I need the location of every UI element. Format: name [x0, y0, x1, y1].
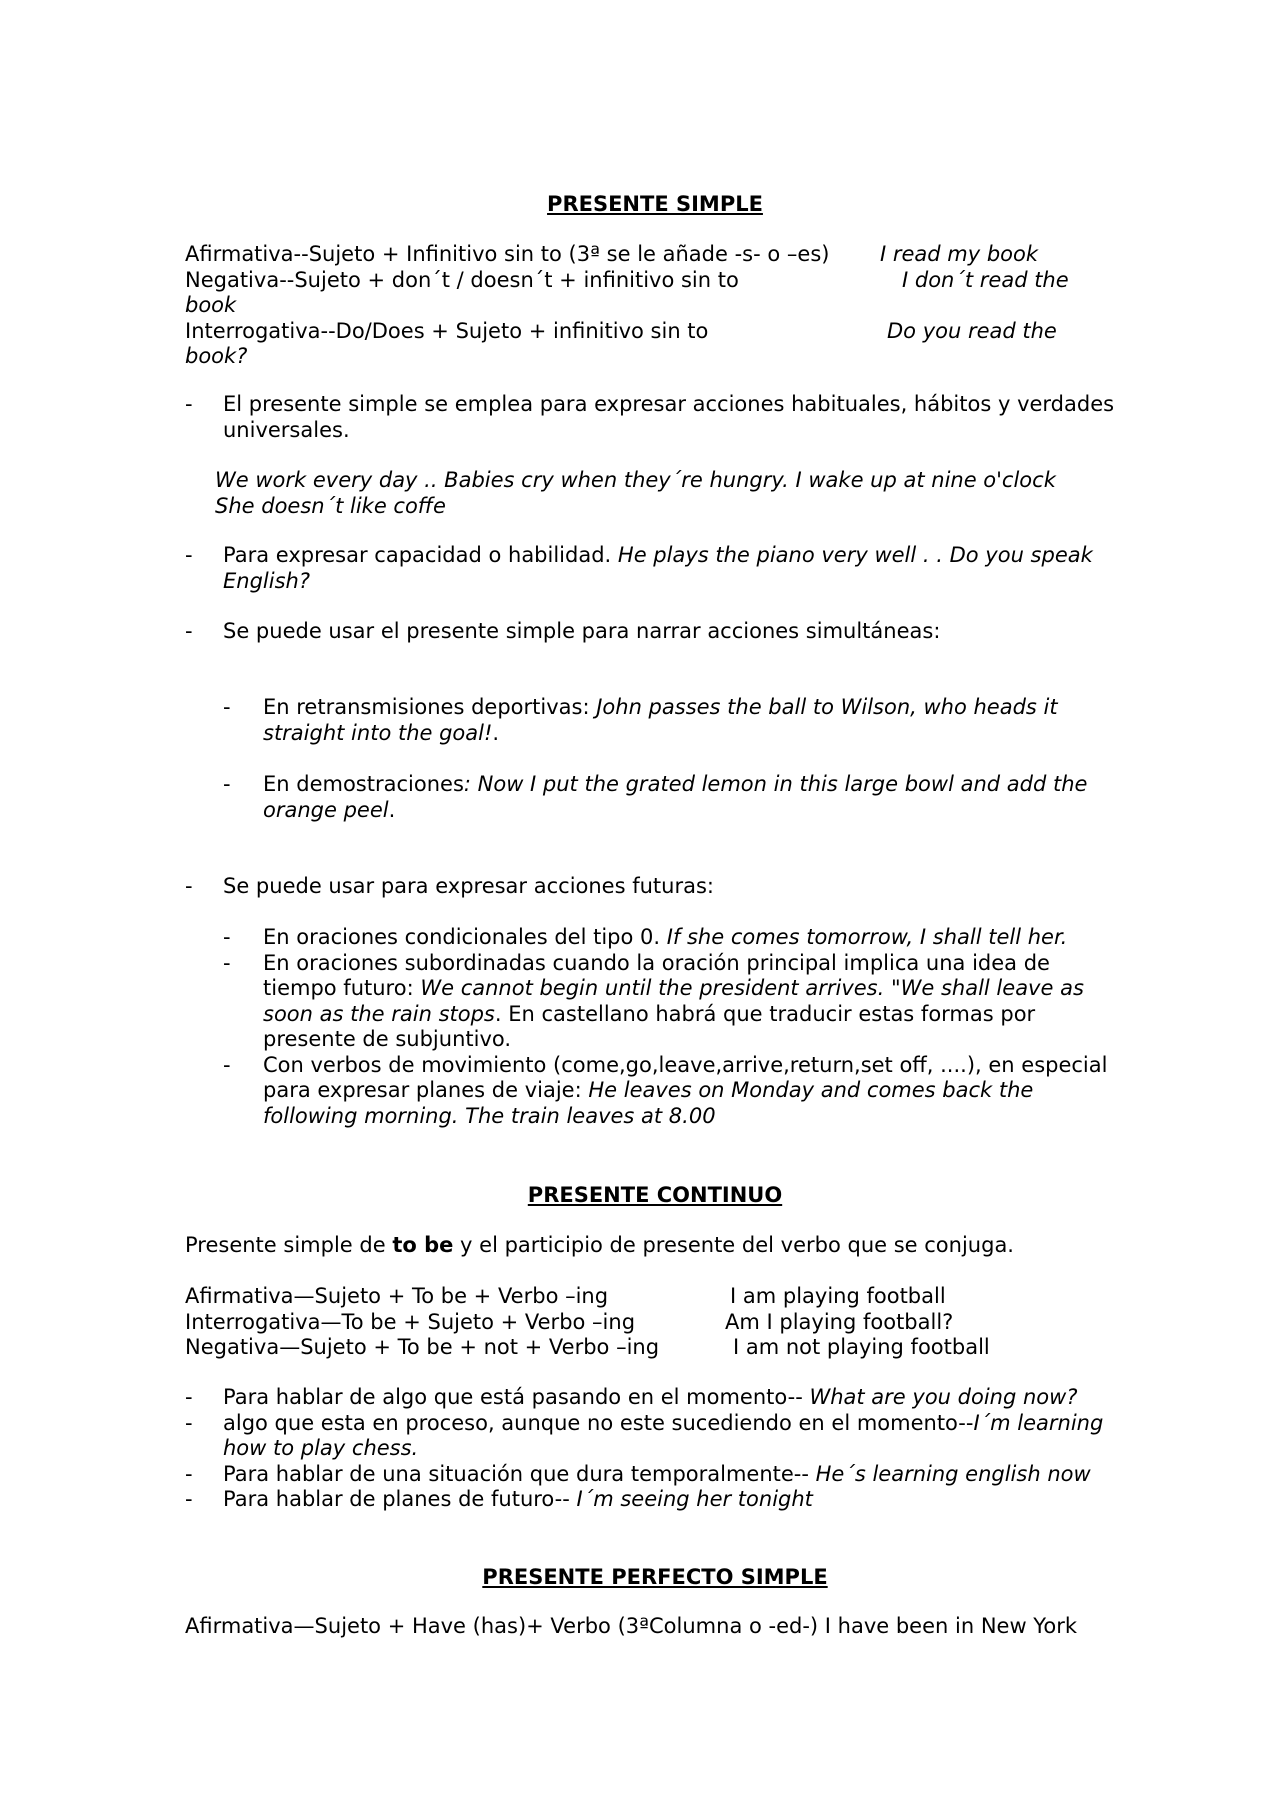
sub-movimiento: - Con verbos de movimiento (come,go,leave,arrive,return,set off, ....), en especial para expresar planes de viaje: He leaves on Monday and comes back the following morning. The train leaves at 8.00: [223, 1052, 1108, 1128]
bullet-momento: - Para hablar de algo que está pasando en el momento-- What are you doing now?: [185, 1385, 1078, 1409]
bullet-planes: - Para hablar de planes de futuro-- I´m seeing her tonight: [185, 1487, 813, 1511]
form-row-negativa: Negativa--Sujeto + don´t / doesn´t + infinitivo sin to I don´t read the: [185, 267, 1069, 292]
heading-presente-simple: PRESENTE SIMPLE: [547, 192, 763, 216]
continuo-intro: Presente simple de to be y el participio de presente del verbo que se conjuga.: [185, 1233, 1014, 1257]
sub-condicionales: - En oraciones condicionales del tipo 0. If she comes tomorrow, I shall tell her.: [223, 925, 1068, 949]
simple-forms: [185, 242, 1125, 370]
perfecto-afirmativa: Afirmativa—Sujeto + Have (has)+ Verbo (3ªColumna o -ed-) I have been in New York: [185, 1614, 1077, 1638]
form-row-afirmativa: Afirmativa--Sujeto + Infinitivo sin to (3ª se le añade -s- o –es) I read my book: [185, 242, 1039, 266]
bullet-habituales: - El presente simple se emplea para expresar acciones habituales, hábitos y verdades universales.: [185, 392, 1115, 442]
form-row-negativa-wrap: book: [185, 293, 237, 317]
bullet-futuras: - Se puede usar para expresar acciones futuras:: [185, 874, 714, 898]
continuo-forms: [185, 1284, 1125, 1361]
heading-presente-perfecto: PRESENTE PERFECTO SIMPLE: [482, 1565, 828, 1589]
heading-presente-continuo: PRESENTE CONTINUO: [527, 1183, 783, 1207]
examples-habituales: We work every day .. Babies cry when they´re hungry. I wake up at nine o'clock She doesn´t like coffe: [215, 468, 1056, 518]
sub-subordinadas: - En oraciones subordinadas cuando la oración principal implica una idea de tiempo futuro: We cannot begin until the president arrives. "We shall leave as soon as the rain stops. En castellano habrá que traducir estas formas por presente de subjuntivo.: [223, 950, 1084, 1051]
form-row-interrogativa-wrap: book?: [185, 344, 248, 368]
continuo-row-afirmativa: Afirmativa—Sujeto + To be + Verbo –ing I am playing football: [185, 1284, 946, 1308]
bullet-simultaneas: - Se puede usar el presente simple para narrar acciones simultáneas:: [185, 619, 941, 643]
bullet-capacidad: - Para expresar capacidad o habilidad. He plays the piano very well . . Do you speak English?: [185, 543, 1093, 593]
bullet-temporal: - Para hablar de una situación que dura temporalmente-- He´s learning english now: [185, 1461, 1091, 1486]
sub-retransmisiones: - En retransmisiones deportivas: John passes the ball to Wilson, who heads it straight into the goal!.: [223, 695, 1058, 745]
bullet-proceso: - algo que esta en proceso, aunque no este sucediendo en el momento--I´m learning how to play chess.: [185, 1410, 1104, 1460]
form-row-interrogativa: Interrogativa--Do/Does + Sujeto + infinitivo sin to Do you read the: [185, 318, 1057, 343]
sub-demostraciones: - En demostraciones: Now I put the grated lemon in this large bowl and add the orange peel.: [223, 772, 1088, 822]
continuo-row-negativa: Negativa—Sujeto + To be + not + Verbo –ing I am not playing football: [185, 1335, 990, 1359]
continuo-row-interrogativa: Interrogativa—To be + Sujeto + Verbo –ing Am I playing football?: [185, 1309, 954, 1334]
